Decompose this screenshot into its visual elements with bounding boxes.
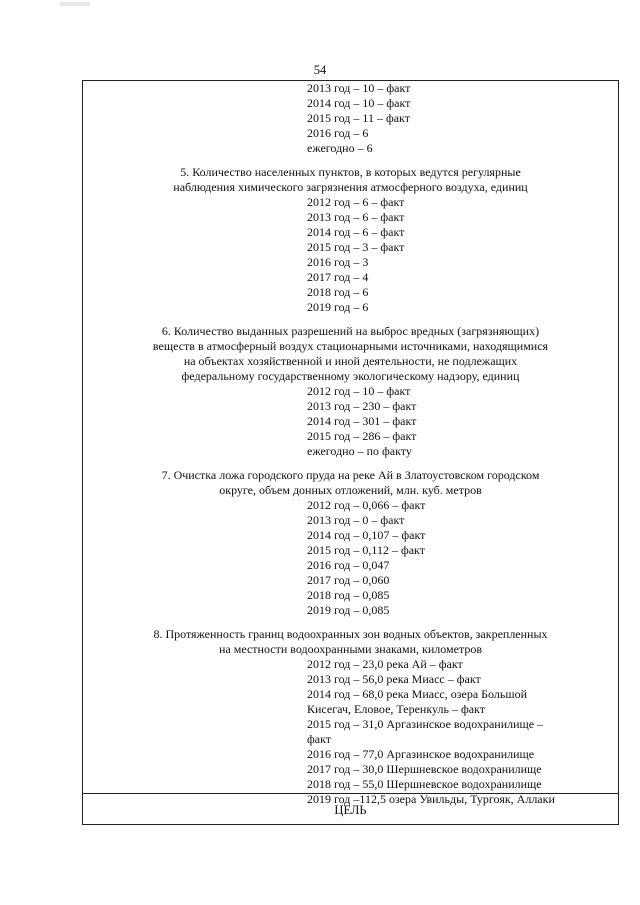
value-line: 2016 год – 3 (307, 255, 369, 269)
value-line: 2012 год – 0,066 – факт (307, 498, 426, 512)
value-line: ежегодно – по факту (307, 444, 412, 458)
indicator-heading: на объектах хозяйственной и иной деятельности, не подлежащих (183, 354, 518, 368)
scan-artifact (60, 2, 90, 6)
value-line: 2013 год – 230 – факт (307, 399, 417, 413)
value-line: 2013 год – 56,0 река Миасс – факт (307, 672, 481, 686)
indicator-heading: 6. Количество выданных разрешений на выброс вредных (загрязняющих) (161, 324, 540, 338)
value-line: 2012 год – 23,0 река Ай – факт (307, 657, 463, 671)
indicator-heading: округе, объем донных отложений, млн. куб. метров (219, 483, 482, 497)
value-line: 2012 год – 6 – факт (307, 195, 405, 209)
value-line: 2017 год – 4 (307, 270, 369, 284)
value-line: 2015 год – 286 – факт (307, 429, 417, 443)
value-line: 2014 год – 6 – факт (307, 225, 405, 239)
value-line: 2013 год – 0 – факт (307, 513, 405, 527)
value-line: ежегодно – 6 (307, 141, 373, 155)
value-line: 2017 год – 0,060 (307, 573, 390, 587)
value-line: 2012 год – 10 – факт (307, 384, 411, 398)
value-line: 2019 год – 0,085 (307, 603, 390, 617)
value-line: 2015 год – 11 – факт (307, 111, 410, 125)
value-line: 2018 год – 0,085 (307, 588, 390, 602)
indicator-7 (83, 468, 618, 618)
value-line: 2016 год – 77,0 Аргазинское водохранилище (307, 747, 535, 761)
value-line: 2016 год – 0,047 (307, 558, 390, 572)
value-line: 2013 год – 10 – факт (307, 81, 411, 95)
value-line: 2016 год – 6 (307, 126, 369, 140)
section-goal-label: ЦЕЛЬ (334, 803, 367, 817)
value-line: 2015 год – 0,112 – факт (307, 543, 425, 557)
value-line: 2015 год – 3 – факт (307, 240, 405, 254)
value-line: 2014 год – 10 – факт (307, 96, 411, 110)
indicator-5 (83, 165, 618, 315)
indicator-8 (83, 627, 618, 807)
value-line: 2019 год – 6 (307, 300, 369, 314)
value-line: 2013 год – 6 – факт (307, 210, 405, 224)
value-line: 2014 год – 0,107 – факт (307, 528, 426, 542)
indicator-heading: наблюдения химического загрязнения атмосферного воздуха, единиц (173, 180, 528, 194)
value-line: 2019 год –112,5 озера Увильды, Тургояк, Аллаки (307, 792, 555, 806)
indicators-table (82, 80, 619, 825)
value-line: 2017 год – 30,0 Шершневское водохранилище (307, 762, 542, 776)
value-line: 2014 год – 68,0 река Миасс, озера Большой (307, 687, 528, 701)
indicator-heading: веществ в атмосферный воздух стационарными источниками, находящимися (152, 339, 549, 353)
indicator-heading: 7. Очистка ложа городского пруда на реке Ай в Златоустовском городском (161, 468, 540, 482)
value-line: 2014 год – 301 – факт (307, 414, 417, 428)
value-line: Кисегач, Еловое, Теренкуль – факт (307, 702, 485, 716)
indicator-6 (83, 324, 618, 459)
value-line: 2018 год – 6 (307, 285, 369, 299)
indicators-cell (83, 81, 618, 806)
indicator-heading: федеральному государственному экологическому надзору, единиц (181, 369, 520, 383)
indicator-heading: 8. Протяженность границ водоохранных зон водных объектов, закрепленных (153, 627, 548, 641)
indicator-heading: 5. Количество населенных пунктов, в которых ведутся регулярные (180, 165, 521, 179)
value-line: 2018 год – 55,0 Шершневское водохранилище (307, 777, 542, 791)
indicator-heading: на местности водоохранными знаками, километров (218, 642, 482, 656)
value-line: факт (307, 732, 332, 746)
value-line: 2015 год – 31,0 Аргазинское водохранилище – (307, 717, 544, 731)
page-number: 54 (313, 63, 327, 77)
top-values (83, 81, 618, 156)
